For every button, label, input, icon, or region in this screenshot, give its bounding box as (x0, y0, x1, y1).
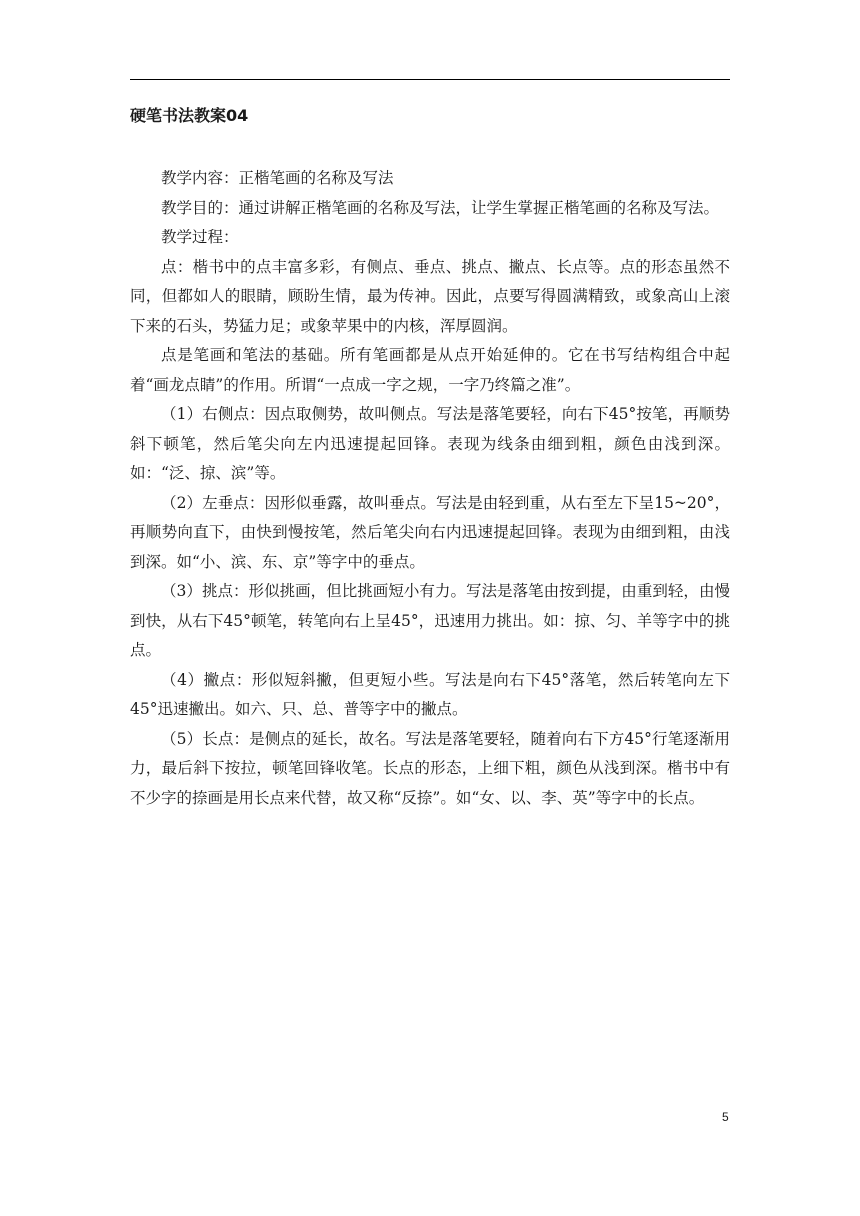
header-rule (130, 79, 730, 80)
paragraph-teaching-content: 教学内容：正楷笔画的名称及写法 (161, 169, 394, 187)
document-title: 硬笔书法教案04 (130, 106, 249, 125)
paragraph-rising-dot: （3）挑点：形似挑画，但比挑画短小有力。写法是落笔由按到提，由重到轻，由慢到快，从右下45°顿笔，转笔向右上呈45°，迅速用力挑出。如：掠、匀、羊等字中的挑点。 (130, 582, 730, 659)
paragraph-dot-intro: 点：楷书中的点丰富多彩，有侧点、垂点、挑点、撇点、长点等。点的形态虽然不同，但都如人的眼睛，顾盼生情，最为传神。因此，点要写得圆满精致，或象高山上滚下来的石头，势猛力足；或象苹果中的内核，浑厚圆润。 (130, 257, 730, 335)
paragraph-long-dot: （5）长点：是侧点的延长，故名。写法是落笔要轻，随着向右下方45°行笔逐渐用力，最后斜下按拉，顿笔回锋收笔。长点的形态，上细下粗，颜色从浅到深。楷书中有不少字的捺画是用长点来代替，故又称“反捺”。如“女、以、李、英”等字中的长点。 (130, 729, 730, 807)
paragraph-left-vertical-dot: （2）左垂点：因形似垂露，故叫垂点。写法是由轻到重，从右至左下呈15~20°，再顺势向直下，由快到慢按笔，然后笔尖向右内迅速提起回锋。表现为由细到粗，由浅到深。如“小、滨、东、京”等字中的垂点。 (130, 493, 730, 571)
paragraph-dot-foundation: 点是笔画和笔法的基础。所有笔画都是从点开始延伸的。它在书写结构组合中起着“画龙点睛”的作用。所谓“一点成一字之规，一字乃终篇之准”。 (130, 346, 730, 394)
paragraph-teaching-goal: 教学目的：通过讲解正楷笔画的名称及写法，让学生掌握正楷笔画的名称及写法。 (161, 198, 720, 217)
paragraph-left-falling-dot: （4）撇点：形似短斜撇，但更短小些。写法是向右下45°落笔，然后转笔向左下45°迅速撇出。如六、只、总、普等字中的撇点。 (130, 670, 730, 718)
paragraph-right-side-dot: （1）右侧点：因点取侧势，故叫侧点。写法是落笔要轻，向右下45°按笔，再顺势斜下顿笔，然后笔尖向左内迅速提起回锋。表现为线条由细到粗，颜色由浅到深。如：“泛、掠、滨”等。 (130, 405, 730, 482)
document-body (130, 164, 730, 813)
paragraph-teaching-process: 教学过程： (161, 228, 239, 246)
page-number: 5 (722, 1110, 729, 1124)
